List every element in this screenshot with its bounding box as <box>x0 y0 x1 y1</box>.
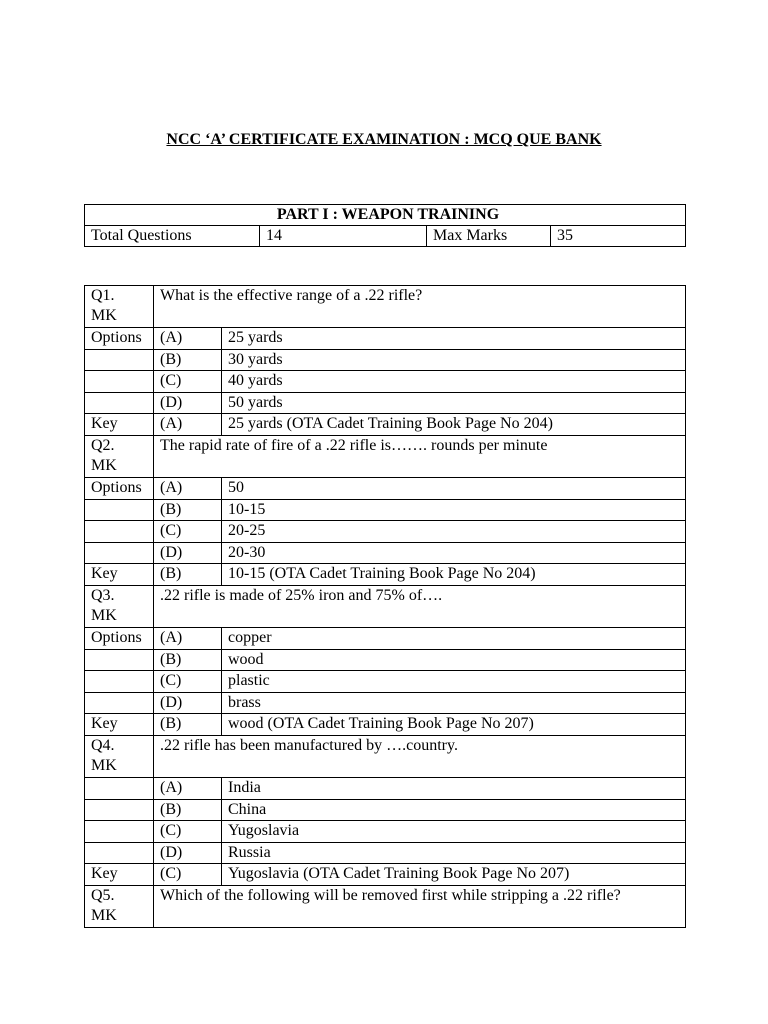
option-letter: (A) <box>154 477 222 499</box>
option-letter: (B) <box>154 349 222 371</box>
option-letter: (C) <box>154 371 222 393</box>
options-label <box>85 371 154 393</box>
total-questions-label: Total Questions <box>85 226 260 247</box>
document-title: NCC ‘A’ CERTIFICATE EXAMINATION : MCQ QUE BANK <box>166 131 602 148</box>
key-letter: (C) <box>154 864 222 886</box>
option-text: 20-30 <box>222 542 686 564</box>
option-text: plastic <box>222 671 686 693</box>
option-row <box>85 349 686 371</box>
options-label <box>85 692 154 714</box>
key-label: Key <box>85 864 154 886</box>
options-label <box>85 777 154 799</box>
option-row <box>85 477 686 499</box>
option-text: 50 yards <box>222 392 686 414</box>
option-letter: (B) <box>154 649 222 671</box>
question-row <box>85 735 686 777</box>
mcq-table <box>84 285 686 928</box>
question-row <box>85 585 686 627</box>
key-label: Key <box>85 414 154 436</box>
part-title: PART I : WEAPON TRAINING <box>85 205 686 226</box>
key-label: Key <box>85 564 154 586</box>
option-row <box>85 499 686 521</box>
option-row <box>85 521 686 543</box>
question-number: Q4. MK <box>85 735 154 777</box>
option-letter: (D) <box>154 392 222 414</box>
options-label <box>85 349 154 371</box>
option-row <box>85 542 686 564</box>
question-row <box>85 885 686 927</box>
key-answer: 25 yards (OTA Cadet Training Book Page No 204) <box>222 414 686 436</box>
option-letter: (B) <box>154 799 222 821</box>
option-text: 30 yards <box>222 349 686 371</box>
question-number: Q3. MK <box>85 585 154 627</box>
options-label <box>85 499 154 521</box>
option-row <box>85 821 686 843</box>
options-label <box>85 392 154 414</box>
question-number: Q1. MK <box>85 286 154 328</box>
key-letter: (A) <box>154 414 222 436</box>
option-text: Russia <box>222 842 686 864</box>
option-row <box>85 371 686 393</box>
options-label <box>85 842 154 864</box>
option-letter: (D) <box>154 692 222 714</box>
option-text: wood <box>222 649 686 671</box>
question-text: .22 rifle has been manufactured by ….country. <box>154 735 686 777</box>
key-row <box>85 864 686 886</box>
max-marks-value: 35 <box>551 226 686 247</box>
option-row <box>85 627 686 649</box>
option-text: 50 <box>222 477 686 499</box>
options-label <box>85 521 154 543</box>
option-row <box>85 842 686 864</box>
option-row <box>85 671 686 693</box>
option-letter: (C) <box>154 521 222 543</box>
question-row <box>85 286 686 328</box>
option-text: brass <box>222 692 686 714</box>
option-text: 10-15 <box>222 499 686 521</box>
question-text: The rapid rate of fire of a .22 rifle is……. rounds per minute <box>154 435 686 477</box>
key-row <box>85 564 686 586</box>
option-row <box>85 328 686 350</box>
key-letter: (B) <box>154 714 222 736</box>
option-letter: (A) <box>154 777 222 799</box>
key-row <box>85 414 686 436</box>
option-text: 25 yards <box>222 328 686 350</box>
summary-table <box>84 204 686 247</box>
question-text: Which of the following will be removed first while stripping a .22 rifle? <box>154 885 686 927</box>
option-letter: (A) <box>154 328 222 350</box>
key-answer: 10-15 (OTA Cadet Training Book Page No 204) <box>222 564 686 586</box>
max-marks-label: Max Marks <box>427 226 551 247</box>
options-label <box>85 821 154 843</box>
question-row <box>85 435 686 477</box>
option-text: Yugoslavia <box>222 821 686 843</box>
option-letter: (D) <box>154 542 222 564</box>
key-row <box>85 714 686 736</box>
question-text: .22 rifle is made of 25% iron and 75% of…. <box>154 585 686 627</box>
option-row <box>85 799 686 821</box>
options-label: Options <box>85 477 154 499</box>
option-text: copper <box>222 627 686 649</box>
option-row <box>85 392 686 414</box>
question-text: What is the effective range of a .22 rifle? <box>154 286 686 328</box>
options-label: Options <box>85 627 154 649</box>
options-label <box>85 671 154 693</box>
option-text: 40 yards <box>222 371 686 393</box>
option-row <box>85 649 686 671</box>
options-label: Options <box>85 328 154 350</box>
key-answer: Yugoslavia (OTA Cadet Training Book Page No 207) <box>222 864 686 886</box>
option-letter: (D) <box>154 842 222 864</box>
question-number: Q5. MK <box>85 885 154 927</box>
options-label <box>85 542 154 564</box>
option-letter: (B) <box>154 499 222 521</box>
option-row <box>85 777 686 799</box>
option-row <box>85 692 686 714</box>
key-answer: wood (OTA Cadet Training Book Page No 207) <box>222 714 686 736</box>
options-label <box>85 799 154 821</box>
option-text: China <box>222 799 686 821</box>
option-letter: (C) <box>154 821 222 843</box>
option-letter: (C) <box>154 671 222 693</box>
key-letter: (B) <box>154 564 222 586</box>
total-questions-value: 14 <box>260 226 427 247</box>
option-text: India <box>222 777 686 799</box>
option-letter: (A) <box>154 627 222 649</box>
key-label: Key <box>85 714 154 736</box>
question-number: Q2. MK <box>85 435 154 477</box>
option-text: 20-25 <box>222 521 686 543</box>
options-label <box>85 649 154 671</box>
